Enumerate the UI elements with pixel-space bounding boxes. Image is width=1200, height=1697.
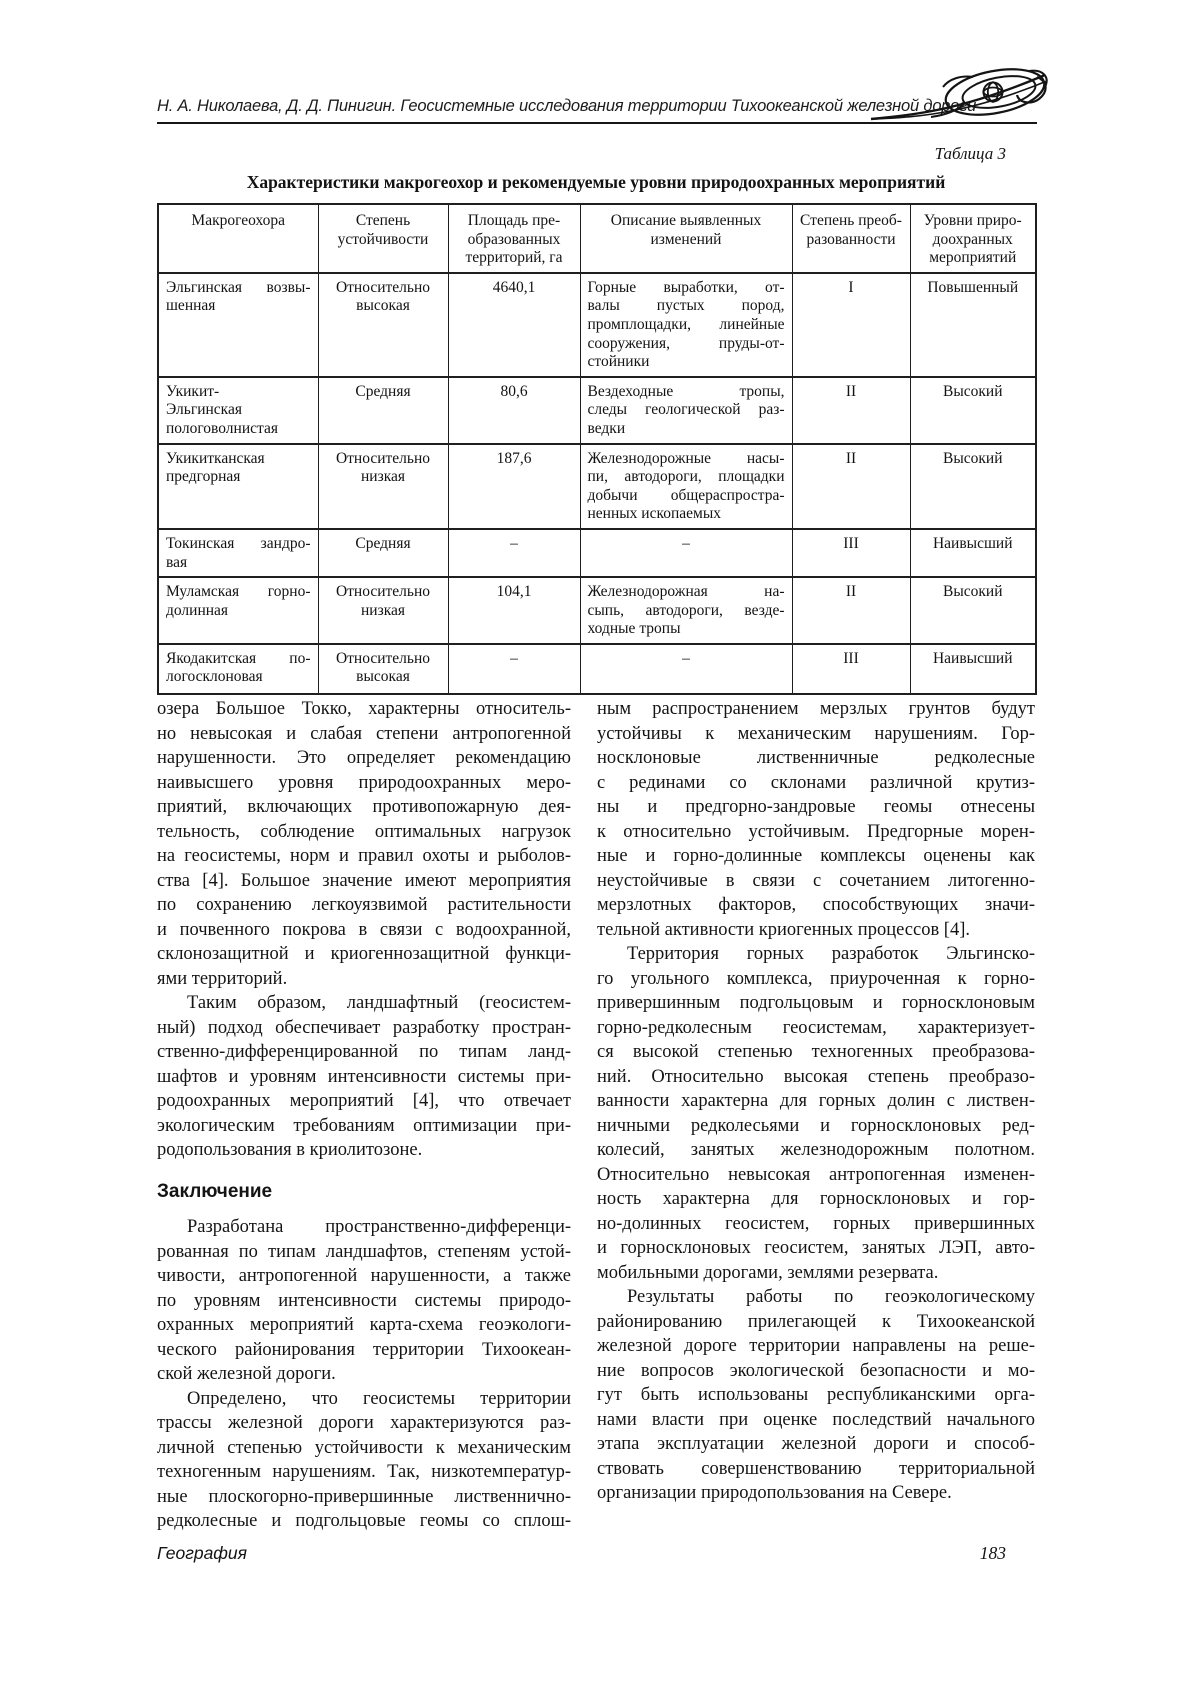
table-cell [318,444,448,529]
table-cell-line: пи, автодороги, площадки [587,468,785,486]
table-cell [318,377,448,444]
body-text-line: нами власти при оценке последствий начального [597,1409,1035,1430]
table-cell-line: 104,1 [496,583,532,601]
table-cell [910,529,1036,577]
table-body [158,273,1036,694]
table-header-line: Степень преоб- [800,212,902,229]
body-text-line: Разработана пространственно-дифференци- [187,1217,571,1237]
table-cell [158,444,318,529]
table-cell [158,273,318,377]
body-text-line: рованная по типам ландшафтов, степеням устой- [157,1241,571,1262]
macrogeochora-table [157,203,1037,695]
body-text-line: районированию прилегающей к Тихоокеанской [597,1311,1035,1332]
table-header-line: разованности [806,230,896,248]
body-text-line: по уровням интенсивности системы природо- [157,1290,571,1311]
table-cell-line: Вездеходные тропы, [587,382,785,400]
body-text-line: го угольного комплекса, приуроченная к горно- [597,968,1035,989]
text-column-right [597,697,1035,1506]
table-cell [792,273,910,377]
table-cell [158,377,318,444]
table-header-line: Макрогеохора [191,212,286,229]
body-text-line: мерзлотных факторов, способствующих значи- [597,895,1035,915]
table-cell [910,377,1036,444]
table-cell [318,529,448,577]
table-cell-line: Относительно [335,278,431,296]
table-row [158,644,1036,694]
body-text-line: редколесные и подгольцовые геомы со сплош- [157,1511,571,1531]
table-header-cell [910,204,1036,273]
table-header-line: Уровни приро- [923,212,1022,229]
table-header-line: образованных [467,230,561,248]
body-text-line: озера Большое Токко, характерны относитель- [157,699,571,719]
table-cell-line: добычи общераспростра- [587,486,785,504]
body-text-line: горно-редколесным геосистемам, характеризует- [597,1017,1035,1038]
body-text-line: наивысшего уровня природоохранных меро- [157,772,571,793]
table-cell [792,377,910,444]
body-text-line: техногенным нарушениям. Так, низкотемператур- [157,1462,571,1482]
table-cell-line: промплощадки, линейные [587,315,785,333]
table-cell [580,529,792,577]
table-cell-line: валы пустых пород, [587,297,785,315]
paragraph [597,942,1035,1285]
paragraph [157,697,571,991]
body-text-line: этапа эксплуатации железной дороги и способ- [597,1434,1035,1454]
table-cell-line: Эльгинская возвы- [166,278,311,296]
table-cell [580,444,792,529]
table-cell [448,444,580,529]
text-column-left [157,697,571,1534]
body-text-line: ничными редколесьями и горносклоновых ред- [597,1115,1035,1136]
table-header-line: устойчивости [337,230,429,248]
table-cell [580,377,792,444]
table-header-cell [448,204,580,273]
body-text-line: носклоновые лиственничные редколесные [597,748,1035,768]
body-text-line: склонозащитной и криогеннозащитной функци- [157,944,571,964]
body-text-line: ванности характерна для горных долин с листвен- [597,1091,1035,1111]
body-text-line: экологическим требованиям оптимизации при- [157,1115,571,1136]
table-cell-line: Укикитканская [166,449,265,467]
paragraph [157,1215,571,1387]
body-text-line: Результаты работы по геоэкологическому [627,1287,1035,1307]
table-cell-line: 80,6 [500,382,528,400]
body-text-line: Территория горных разработок Эльгинско- [627,944,1035,964]
table-cell-line: ведки [587,419,626,437]
body-text-line: тельной активности криогенных процессов [4]. [597,919,970,940]
table-cell-line: Железнодорожная на- [587,583,785,601]
body-text-line: и почвенного покрова в связи с водоохранной, [157,919,571,940]
table-cell-line: вая [166,553,188,571]
table-header-line: Степень [355,212,411,229]
table-header-line: Описание выявленных [610,212,762,229]
table-cell-line: низкая [360,601,406,619]
table-cell [910,577,1036,644]
body-text-line: мобильными дорогами, землями резервата. [597,1262,939,1283]
paragraph [597,697,1035,942]
table-header-cell [580,204,792,273]
table-cell-line: – [510,649,518,667]
body-text-line: родоохранных мероприятий [4], что отвечает [157,1091,571,1111]
body-text-line: организации природопользования на Севере. [597,1483,952,1503]
table-cell-line: высокая [356,668,410,686]
body-text-line: и горносклоновых геосистем, занятых ЛЭП, авто- [597,1238,1035,1258]
table-header-cell [158,204,318,273]
body-text-line: к относительно устойчивым. Предгорные морен- [597,821,1035,842]
table-cell [318,577,448,644]
table-cell-line: Муламская горно- [166,583,311,601]
body-text-line: на геосистемы, норм и правил охоты и рыболов- [157,846,571,866]
table-cell [158,577,318,644]
body-text-line: но-долинных геосистем, горных привершинных [597,1213,1035,1234]
table-row [158,577,1036,644]
body-text-line: ны и предгорно-зандровые геомы отнесены [597,797,1035,817]
table-cell-line: – [682,649,690,667]
table-cell [792,577,910,644]
table-cell-line: низкая [360,468,406,486]
table-header-line: Площадь пре- [467,212,561,229]
body-text-line: личной степенью устойчивости к механическим [157,1437,571,1458]
table-cell-line: – [682,534,690,552]
table-cell-line: Относительно [335,449,431,467]
table-cell-line: Наивысший [932,534,1013,552]
table-cell-line: стойники [587,353,650,371]
body-text-line: ся высокой степенью техногенных преобразова- [597,1042,1035,1062]
body-text-line: шафтов и уровням интенсивности системы при- [157,1066,571,1087]
table-row [158,444,1036,529]
body-text-line: ние вопросов экологической безопасности и мо- [597,1360,1035,1381]
table-header-cell [792,204,910,273]
table-cell-line: шенная [166,297,216,315]
table-header-line: территорий, га [465,249,563,267]
body-text-line: ственно-дифференцированной по типам ланд- [157,1042,571,1062]
table-cell-line: Укикит- [166,382,220,400]
table-cell-line: Высокий [942,583,1003,601]
body-text-line: Таким образом, ландшафтный (геосистем- [187,993,571,1013]
paragraph [597,1285,1035,1506]
table-header-cell [318,204,448,273]
table-cell [910,644,1036,694]
table-cell [448,644,580,694]
body-text-line: привершинным подгольцовым и горносклоновым [597,993,1035,1013]
table-cell [318,273,448,377]
body-text-line: трассы железной дороги характеризуются раз- [157,1413,571,1433]
table-cell [792,529,910,577]
body-text-line: гут быть использованы республиканскими орга- [597,1385,1035,1405]
table-title: Характеристики макрогеохор и рекомендуемые уровни природоохранных мероприятий [246,172,946,192]
body-text-line: ской железной дороги. [157,1364,336,1384]
table-cell-line: Железнодорожные насы- [587,449,785,467]
table-cell [910,273,1036,377]
table-cell-line: предгорная [166,468,241,486]
body-text-line: ний. Относительно высокая степень преобразо- [597,1066,1035,1087]
table-cell-line: Относительно [335,583,431,601]
body-text-line: ческого районирования территории Тихоокеан- [157,1339,571,1360]
table-cell [448,377,580,444]
body-text-line: нарушенности. Это определяет рекомендацию [157,748,571,768]
table-cell-line: II [845,449,857,467]
table-header-line: мероприятий [929,249,1017,267]
footer-journal-name: География [157,1543,248,1563]
table-cell-line: Эльгинская [166,401,242,419]
table-cell-line: Горные выработки, от- [587,278,785,296]
table-cell-line: Относительно [335,649,431,667]
table-cell-line: Токинская зандро- [166,534,311,552]
footer-page-number: 183 [979,1543,1006,1563]
body-text-line: ствовать совершенствованию территориальной [597,1458,1035,1479]
body-text-line: ями территорий. [157,968,288,989]
table-cell-line: – [510,534,518,552]
table-cell-line: Высокий [942,449,1003,467]
body-text-line: по сохранению легкоуязвимой растительности [157,895,571,915]
paragraph [157,1387,571,1534]
table-cell [580,273,792,377]
table-cell-line: III [843,534,859,552]
table-cell-line: ненных ископаемых [587,505,721,523]
table-row [158,273,1036,377]
table-cell-line: сыпь, автодороги, везде- [587,601,785,619]
paragraph [157,991,571,1163]
table-cell [158,529,318,577]
body-text-line: ность характерна для горносклоновых и гор- [597,1189,1035,1209]
table-cell-line: II [845,583,857,601]
body-text-line: Определено, что геосистемы территории [187,1388,571,1409]
section-heading: Заключение [157,1180,273,1202]
table-head-row [158,204,1036,273]
table-cell [792,444,910,529]
table-cell-line: II [845,382,857,400]
table-cell-line: Якодакитская по- [166,649,311,667]
table-row [158,377,1036,444]
body-text-line: ный) подход обеспечивает разработку простран- [157,1017,571,1038]
table-cell [792,644,910,694]
table-cell-line: логосклоновая [166,668,263,686]
table-cell-line: Средняя [355,534,411,552]
body-text-line: тельность, соблюдение оптимальных нагрузок [157,821,571,842]
running-title: Н. А. Николаева, Д. Д. Пинигин. Геосистемные исследования территории Тихоокеанской железной дороги [157,97,977,115]
table-cell [910,444,1036,529]
table-cell-line: ходные тропы [587,620,681,638]
table-cell-line: пологоволнистая [166,419,278,437]
body-text-line: родопользования в криолитозоне. [157,1140,423,1160]
table-cell-line: долинная [166,601,229,619]
table-cell [580,577,792,644]
body-text-line: охранных мероприятий карта-схема геоэкологи- [157,1315,571,1335]
table-cell-line: I [848,278,854,296]
body-text-line: железной дороге территории направлены на реше- [597,1336,1035,1356]
table-cell [448,529,580,577]
flourish-ornament-icon [869,65,1051,128]
body-text-line: ным распространением мерзлых грунтов будут [597,699,1035,719]
table-cell-line: Средняя [355,382,411,400]
table-cell-line: III [843,649,859,667]
table-cell-line: Наивысший [932,649,1013,667]
body-text-line: неустойчивые в связи с сочетанием литогенно- [597,870,1035,891]
table-cell [580,644,792,694]
body-text-line: ства [4]. Большое значение имеют мероприятия [157,870,571,891]
table-cell-line: сооружения, пруды-от- [587,334,785,352]
body-text-line: колесий, занятых железнодорожным полотном. [597,1140,1035,1160]
table-header-line: изменений [650,230,722,248]
table-label: Таблица 3 [934,144,1006,163]
table-cell [158,644,318,694]
table-row [158,529,1036,577]
running-header [157,88,1037,124]
table-cell-line: Повышенный [927,278,1019,296]
table-cell [448,577,580,644]
body-text-line: чивости, антропогенной нарушенности, а также [157,1266,571,1286]
body-text-line: с рединами со склонами различной крутиз- [597,772,1035,793]
table-cell-line: 187,6 [496,449,532,467]
body-text-line: но невысокая и слабая степени антропогенной [157,723,571,744]
table-cell [448,273,580,377]
table-cell-line: высокая [356,297,410,315]
table-cell-line: 4640,1 [492,278,536,296]
table-header-line: доохранных [932,230,1013,248]
table-cell-line: следы геологической раз- [587,401,785,419]
table-cell [318,644,448,694]
body-text-line: ные и горно-долинные комплексы оценены как [597,846,1035,866]
body-text-line: приятий, включающих противопожарную дея- [157,797,571,817]
table-cell-line: Высокий [942,382,1003,400]
body-text-line: ные плоскогорно-привершинные лиственнично- [157,1486,571,1507]
body-text-line: устойчивы к механическим нарушениям. Гор- [597,723,1035,744]
body-text-line: Относительно невысокая антропогенная изменен- [597,1164,1035,1185]
